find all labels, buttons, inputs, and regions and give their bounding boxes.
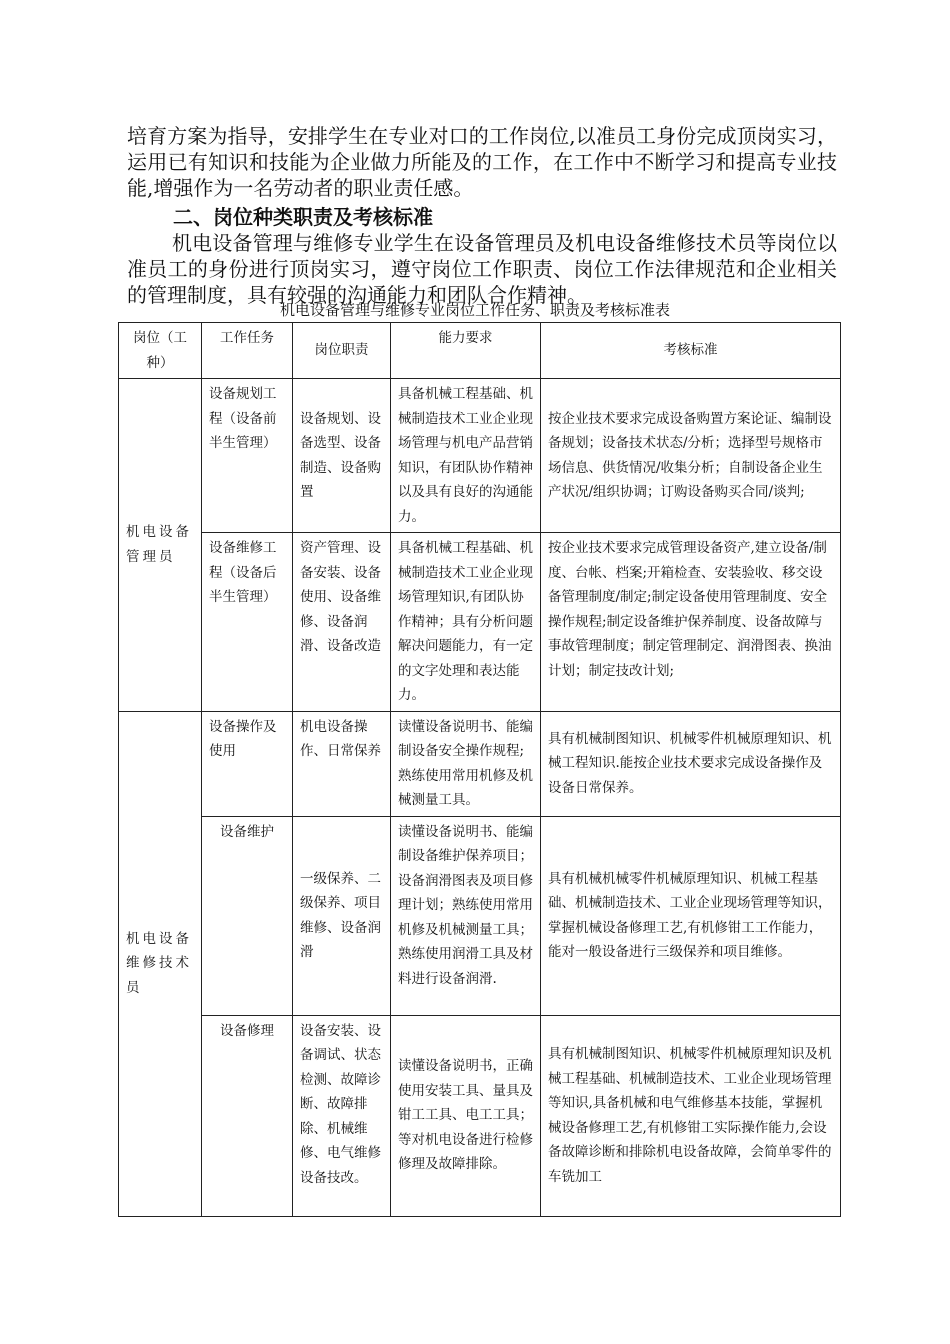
standard-cell: 按企业技术要求完成管理设备资产,建立设备/制度、台帐、档案;开箱检查、安装验收、移交设备管理制度/制定;制定设备使用管理制度、安全操作规程;制定设备维护保养制度、设备故障与事故管理制度；制定管理制定、润滑图表、换油计划；制定技改计划; [541, 533, 841, 712]
header-duty: 岗位职责 [293, 323, 391, 379]
table-caption: 机电设备管理与维修专业岗位工作任务、职责及考核标准表 [279, 301, 670, 319]
role-cell-manager [119, 379, 202, 712]
section-heading: 二、岗位种类职责及考核标准 [173, 205, 433, 229]
task-cell: 设备操作及使用 [202, 711, 293, 816]
table-row [119, 379, 841, 533]
duty-cell: 设备规划、设备选型、设备制造、设备购置 [293, 379, 391, 533]
task-cell: 设备维修工程（设备后半生管理） [202, 533, 293, 712]
header-standard: 考核标准 [541, 323, 841, 379]
header-task: 工作任务 [202, 323, 293, 379]
task-cell: 设备维护 [202, 816, 293, 1015]
ability-cell: 具备机械工程基础、机械制造技术工业企业现场管理知识,有团队协作精神；具有分析问题解决问题能力，有一定的文字处理和表达能力。 [391, 533, 541, 712]
header-ability: 能力要求 [391, 323, 541, 379]
ability-cell: 读懂设备说明书，正确使用安装工具、量具及钳工工具、电工工具；等对机电设备进行检修修理及故障排除。 [391, 1015, 541, 1216]
standard-cell: 按企业技术要求完成设备购置方案论证、编制设备规划；设备技术状态/分析；选择型号规格市场信息、供货情况/收集分析；自制设备企业生产状况/组织协调；订购设备购买合同/谈判; [541, 379, 841, 533]
table-row [119, 816, 841, 1015]
standard-cell: 具有机械制图知识、机械零件机械原理知识及机械工程基础、机械制造技术、工业企业现场管理等知识,具备机械和电气维修基本技能，掌握机械设备修理工艺,有机修钳工实际操作能力,会设备故障诊断和排除机电设备故障，会简单零件的车铣加工 [541, 1015, 841, 1216]
task-cell: 设备规划工程（设备前半生管理） [202, 379, 293, 533]
duty-cell: 资产管理、设备安装、设备使用、设备维修、设备润滑、设备改造 [293, 533, 391, 712]
role-label: 机电设备管理员 [126, 524, 192, 565]
table-row [119, 711, 841, 816]
ability-cell: 读懂设备说明书、能编制设备维护保养项目；设备润滑图表及项目修理计划；熟练使用常用机修及机械测量工具；熟练使用润滑工具及材料进行设备润滑. [391, 816, 541, 1015]
role-label: 机电设备维修技术员 [126, 930, 192, 996]
table-header-row [119, 323, 841, 379]
table-row [119, 533, 841, 712]
ability-cell: 具备机械工程基础、机械制造技术工业企业现场管理与机电产品营销知识，有团队协作精神以及具有良好的沟通能力。 [391, 379, 541, 533]
standards-table [118, 322, 841, 1217]
standard-cell: 具有机械机械零件机械原理知识、机械工程基础、机械制造技术、工业企业现场管理等知识，掌握机械设备修理工艺,有机修钳工工作能力，能对一般设备进行三级保养和项目维修。 [541, 816, 841, 1015]
role-cell-technician [119, 711, 202, 1216]
task-cell: 设备修理 [202, 1015, 293, 1216]
ability-cell: 读懂设备说明书、能编制设备安全操作规程;熟练使用常用机修及机械测量工具。 [391, 711, 541, 816]
intro-paragraph: 培育方案为指导，安排学生在专业对口的工作岗位,以准员工身份完成顶岗实习，运用已有知识和技能为企业做力所能及的工作，在工作中不断学习和提高专业技能,增强作为一名劳动者的职业责任感。 [127, 124, 837, 200]
duty-cell: 一级保养、二级保养、项目维修、设备润滑 [293, 816, 391, 1015]
section-paragraph: 机电设备管理与维修专业学生在设备管理员及机电设备维修技术员等岗位以准员工的身份进行顶岗实习，遵守岗位工作职责、岗位工作法律规范和企业相关的管理制度，具有较强的沟通能力和团队合作精神。 [127, 231, 837, 307]
duty-cell: 机电设备操作、日常保养 [293, 711, 391, 816]
table-row [119, 1015, 841, 1216]
duty-cell: 设备安装、设备调试、状态检测、故障诊断、故障排除、机械维修、电气维修设备技改。 [293, 1015, 391, 1216]
standard-cell: 具有机械制图知识、机械零件机械原理知识、机械工程知识.能按企业技术要求完成设备操作及设备日常保养。 [541, 711, 841, 816]
header-position: 岗位（工种） [119, 323, 202, 379]
